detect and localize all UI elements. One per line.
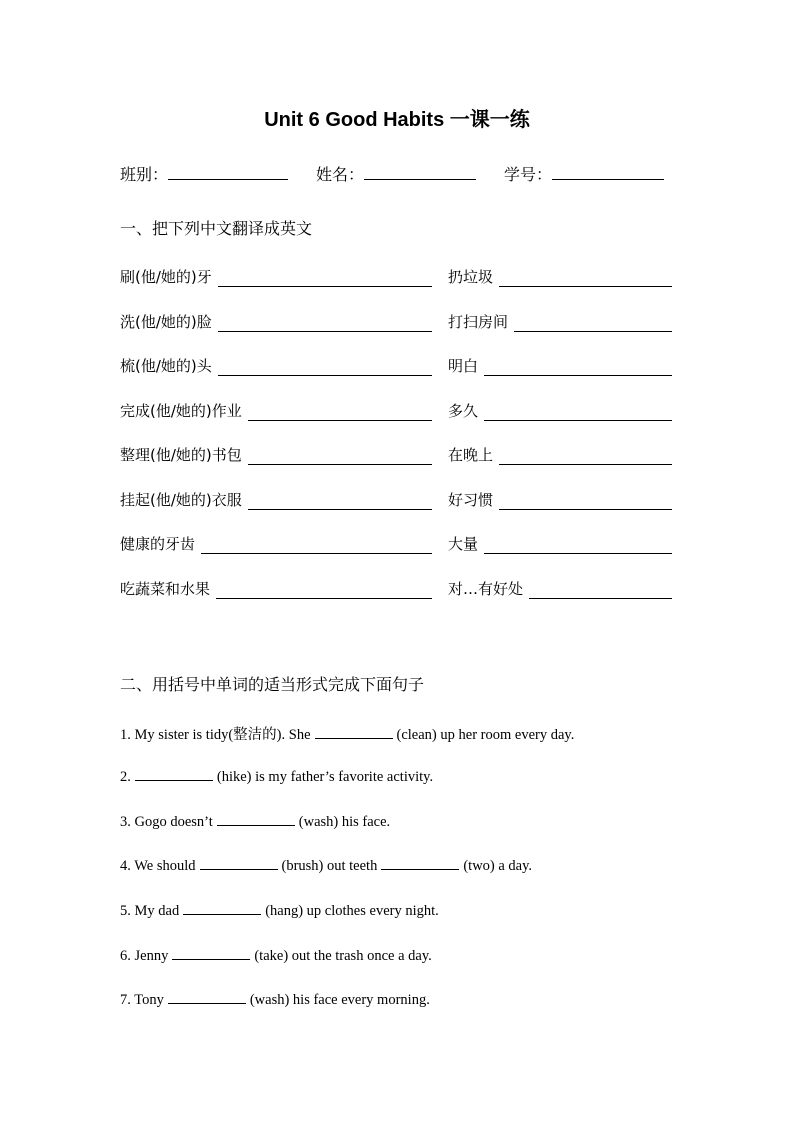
answer-blank[interactable] xyxy=(484,361,672,376)
answer-blank[interactable] xyxy=(484,406,672,421)
vocab-prompt: 对…有好处 xyxy=(448,580,524,598)
vocab-row xyxy=(120,355,672,379)
sentence-text: (take) out the trash once a day. xyxy=(254,948,432,964)
vocab-item xyxy=(448,266,672,287)
vocab-prompt: 洗(他/她的)脸 xyxy=(120,313,212,331)
name-blank[interactable] xyxy=(364,163,476,180)
sentence-text: 6. Jenny xyxy=(120,948,169,964)
vocab-prompt: 多久 xyxy=(448,402,479,420)
answer-blank[interactable] xyxy=(218,272,432,287)
sentence-text: (two) a day. xyxy=(463,858,533,874)
vocab-item xyxy=(448,533,672,554)
vocab-prompt: 好习惯 xyxy=(448,491,494,509)
number-blank[interactable] xyxy=(552,163,664,180)
name-field xyxy=(316,162,476,185)
sentence-text: 5. My dad xyxy=(120,903,180,919)
answer-blank[interactable] xyxy=(183,901,261,915)
sentence-text: 1. My sister is tidy(整洁的). She xyxy=(120,727,311,743)
sentence-text: 7. Tony xyxy=(120,992,164,1008)
answer-blank[interactable] xyxy=(499,495,672,510)
answer-blank[interactable] xyxy=(248,450,432,465)
vocab-row xyxy=(120,489,672,513)
vocab-row xyxy=(120,266,672,290)
vocab-item xyxy=(448,311,672,332)
class-field xyxy=(120,162,288,185)
sentence-text: 4. We should xyxy=(120,858,196,874)
vocab-item xyxy=(120,578,432,599)
answer-blank[interactable] xyxy=(315,725,393,739)
vocab-item xyxy=(120,444,432,465)
vocab-item xyxy=(448,578,672,599)
answer-blank[interactable] xyxy=(200,856,278,870)
answer-blank[interactable] xyxy=(201,539,432,554)
sentence-1 xyxy=(120,723,574,744)
vocab-prompt: 完成(他/她的)作业 xyxy=(120,402,242,420)
sentence-text: 2. xyxy=(120,769,131,785)
sentence-5 xyxy=(120,901,439,920)
answer-blank[interactable] xyxy=(499,272,672,287)
vocab-item xyxy=(120,489,432,510)
answer-blank[interactable] xyxy=(172,946,250,960)
answer-blank[interactable] xyxy=(168,990,246,1004)
sentence-text: 3. Gogo doesn’t xyxy=(120,814,213,830)
vocab-row xyxy=(120,400,672,424)
answer-blank[interactable] xyxy=(218,317,432,332)
vocab-prompt: 扔垃圾 xyxy=(448,268,494,286)
vocab-item xyxy=(120,266,432,287)
vocab-item xyxy=(120,311,432,332)
sentence-2 xyxy=(120,767,433,786)
sentence-text: (brush) out teeth xyxy=(281,858,378,874)
answer-blank[interactable] xyxy=(216,584,432,599)
sentence-4 xyxy=(120,856,532,875)
vocab-prompt: 大量 xyxy=(448,535,479,553)
answer-blank[interactable] xyxy=(135,767,213,781)
vocab-prompt: 健康的牙齿 xyxy=(120,535,196,553)
vocab-item xyxy=(448,489,672,510)
sentence-text: (hike) is my father’s favorite activity. xyxy=(216,769,434,785)
vocab-prompt: 梳(他/她的)头 xyxy=(120,357,212,375)
vocab-row xyxy=(120,533,672,557)
vocab-prompt: 刷(他/她的)牙 xyxy=(120,268,212,286)
answer-blank[interactable] xyxy=(248,495,432,510)
section-1-heading: 一、把下列中文翻译成英文 xyxy=(120,219,313,238)
sentence-3 xyxy=(120,812,390,831)
vocab-row xyxy=(120,578,672,602)
sentence-text: (hang) up clothes every night. xyxy=(265,903,439,919)
vocab-item xyxy=(448,444,672,465)
name-label: 姓名： xyxy=(316,165,365,184)
answer-blank[interactable] xyxy=(218,361,432,376)
vocab-item xyxy=(448,400,672,421)
answer-blank[interactable] xyxy=(217,812,295,826)
class-blank[interactable] xyxy=(168,163,288,180)
vocab-row xyxy=(120,444,672,468)
answer-blank[interactable] xyxy=(529,584,672,599)
sentence-7 xyxy=(120,990,430,1009)
answer-blank[interactable] xyxy=(484,539,672,554)
vocab-prompt: 吃蔬菜和水果 xyxy=(120,580,211,598)
vocab-prompt: 挂起(他/她的)衣服 xyxy=(120,491,242,509)
answer-blank[interactable] xyxy=(499,450,672,465)
vocab-prompt: 打扫房间 xyxy=(448,313,509,331)
class-label: 班别： xyxy=(120,165,169,184)
vocab-item xyxy=(120,533,432,554)
answer-blank[interactable] xyxy=(514,317,672,332)
number-field xyxy=(504,162,664,185)
student-info-row xyxy=(120,162,672,186)
vocab-prompt: 在晚上 xyxy=(448,446,494,464)
vocab-item xyxy=(448,355,672,376)
sentence-text: (wash) his face. xyxy=(298,814,391,830)
vocab-prompt: 整理(他/她的)书包 xyxy=(120,446,242,464)
sentence-6 xyxy=(120,946,432,965)
vocab-row xyxy=(120,311,672,335)
answer-blank[interactable] xyxy=(248,406,432,421)
answer-blank[interactable] xyxy=(381,856,459,870)
vocab-item xyxy=(120,355,432,376)
sentence-text: (clean) up her room every day. xyxy=(396,727,575,743)
section-2-heading: 二、用括号中单词的适当形式完成下面句子 xyxy=(120,675,425,694)
number-label: 学号： xyxy=(504,165,553,184)
vocab-item xyxy=(120,400,432,421)
page-title: Unit 6 Good Habits 一课一练 xyxy=(264,109,530,131)
vocab-prompt: 明白 xyxy=(448,357,479,375)
sentence-text: (wash) his face every morning. xyxy=(249,992,430,1008)
